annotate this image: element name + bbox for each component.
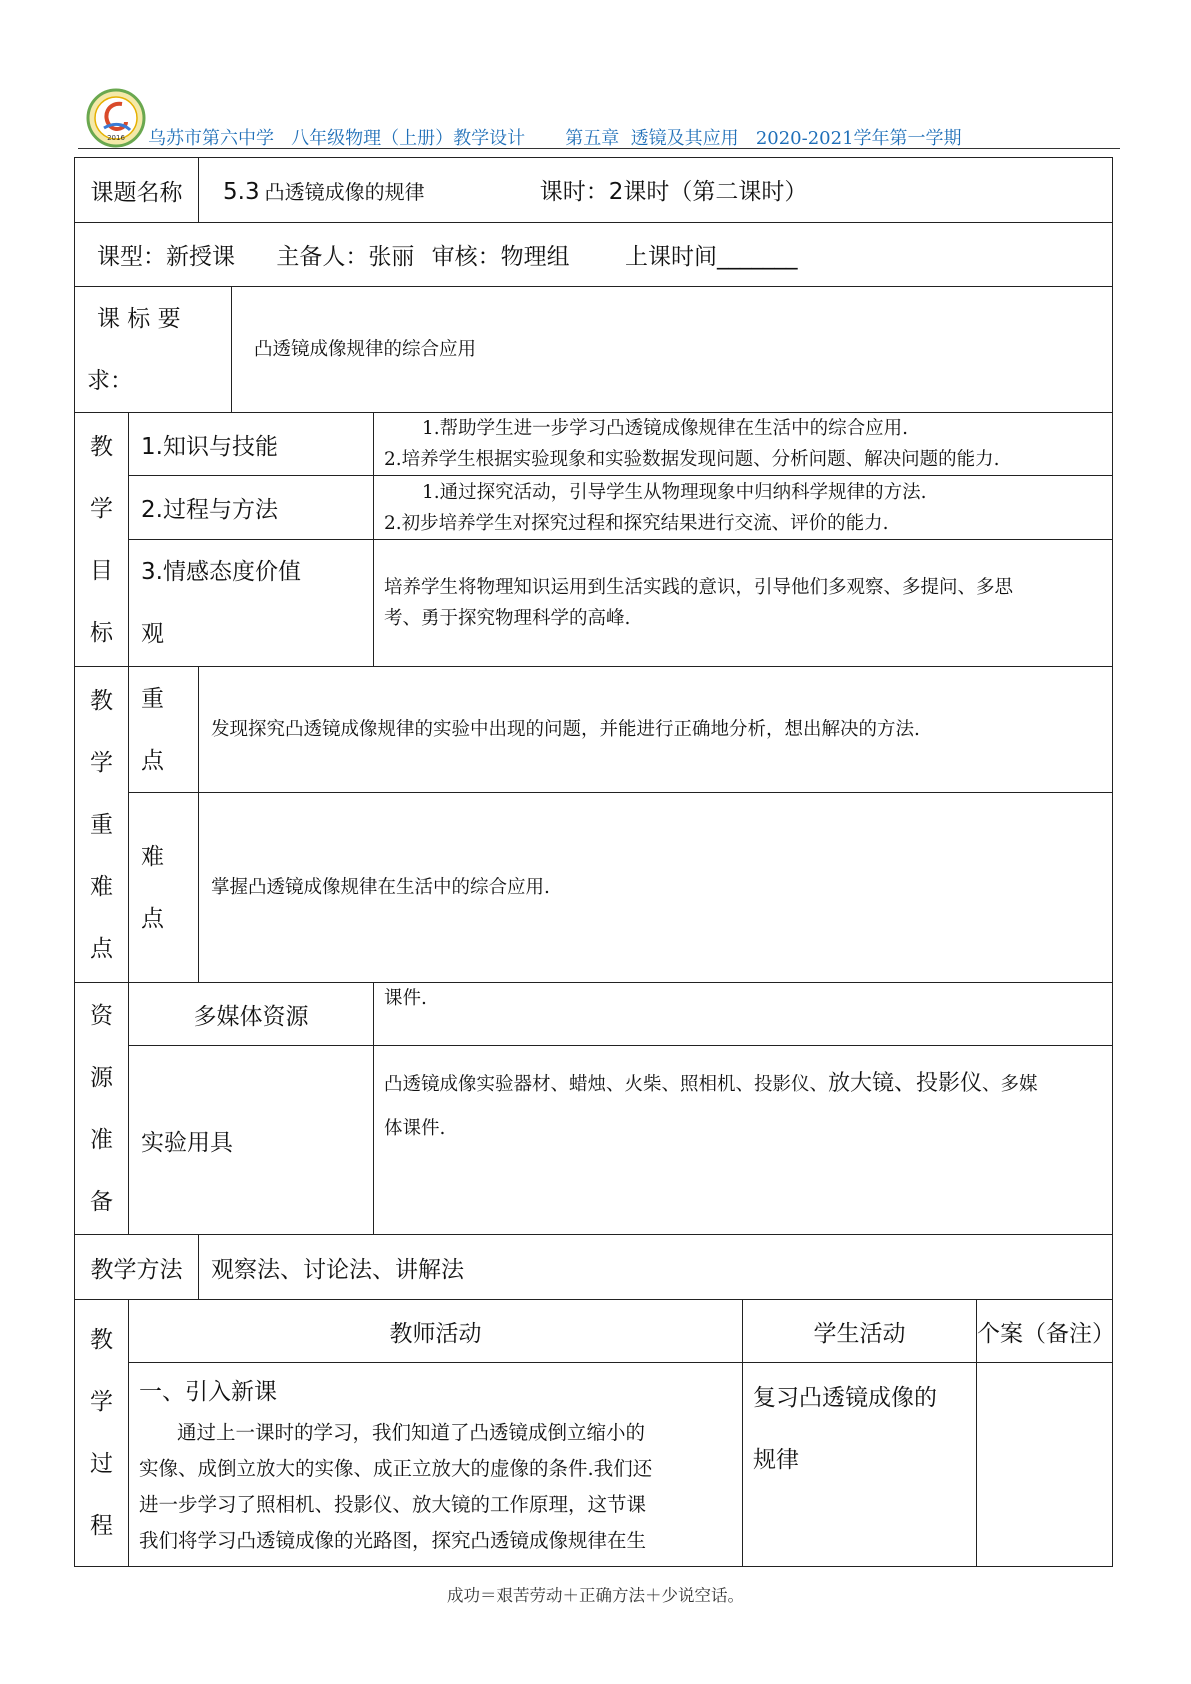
svg-text:2016: 2016 xyxy=(107,134,125,142)
difficulty-content: 掌握凸透镜成像规律在生活中的综合应用. xyxy=(199,793,1113,983)
standard-label: 课 标 要 求： xyxy=(75,287,232,413)
media-content: 课件. xyxy=(374,983,1113,1046)
teacher-activity-header: 教师活动 xyxy=(129,1300,743,1363)
course-type: 课型：新授课 xyxy=(97,244,235,270)
focus-label: 重 点 xyxy=(129,667,199,793)
topic-title: 凸透镜成像的规律 xyxy=(264,179,425,204)
period-info: 课时：2课时（第二课时） xyxy=(539,178,808,205)
focus-content: 发现探究凸透镜成像规律的实验中出现的问题，并能进行正确地分析，想出解决的方法. xyxy=(199,667,1113,793)
objective-knowledge-content: 1.帮助学生进一步学习凸透镜成像规律在生活中的综合应用. 2.培养学生根据实验现象和实验数据发现问题、分析问题、解决问题的能力. xyxy=(374,413,1113,476)
lesson-plan-table xyxy=(74,157,1113,1567)
media-label: 多媒体资源 xyxy=(129,983,374,1046)
resources-side-label: 资 源 准 备 xyxy=(75,983,129,1235)
header-title: 乌苏市第六中学 八年级物理（上册）教学设计 第五章 透镜及其应用 2020-2021学年第一学期 xyxy=(148,128,962,149)
process-side-label: 教 学 过 程 xyxy=(75,1300,129,1567)
topic-label: 课题名称 xyxy=(75,158,199,223)
header-divider xyxy=(78,148,1120,149)
teacher-activity-content: 一、引入新课 通过上一课时的学习，我们知道了凸透镜成倒立缩小的 实像、成倒立放大的实像、成正立放大的虚像的条件.我们还 进一步学习了照相机、投影仪、放大镜的工作原理，这节课 我们将学习凸透镜成像的光路图，探究凸透镜成像规律在生 xyxy=(129,1363,743,1567)
course-info-row xyxy=(75,223,1113,287)
tools-label: 实验用具 xyxy=(129,1046,374,1235)
school-logo xyxy=(86,88,146,148)
page-footer-motto: 成功＝艰苦劳动＋正确方法＋少说空话。 xyxy=(447,1586,744,1605)
reviewer: 审核：物理组 xyxy=(431,244,570,270)
objective-knowledge-label: 1.知识与技能 xyxy=(129,413,374,476)
class-time: 上课时间_______ xyxy=(624,244,798,270)
notes-header: 个案（备注） xyxy=(977,1300,1113,1363)
method-label: 教学方法 xyxy=(75,1235,199,1300)
student-activity-header: 学生活动 xyxy=(743,1300,977,1363)
student-activity-content: 复习凸透镜成像的 规律 xyxy=(743,1363,977,1567)
topic-row xyxy=(199,158,1113,223)
objective-emotion-label: 3.情感态度价值 观 xyxy=(129,540,374,667)
preparer: 主备人：张丽 xyxy=(276,244,415,270)
topic-number: 5.3 xyxy=(223,178,260,205)
difficulty-label: 难 点 xyxy=(129,793,199,983)
objective-emotion-content: 培养学生将物理知识运用到生活实践的意识，引导他们多观察、多提问、多思 考、勇于探究物理科学的高峰. xyxy=(374,540,1113,667)
standard-content: 凸透镜成像规律的综合应用 xyxy=(232,287,1113,413)
tools-content: 凸透镜成像实验器材、蜡烛、火柴、照相机、投影仪、放大镜、投影仪、多媒 体课件. xyxy=(374,1046,1113,1235)
objective-process-label: 2.过程与方法 xyxy=(129,476,374,540)
objectives-side-label: 教 学 目 标 xyxy=(75,413,129,667)
page-header xyxy=(78,86,1118,150)
keypoints-side-label: 教 学 重 难 点 xyxy=(75,667,129,983)
method-content: 观察法、讨论法、讲解法 xyxy=(199,1235,1113,1300)
notes-content xyxy=(977,1363,1113,1567)
objective-process-content: 1.通过探究活动，引导学生从物理现象中归纳科学规律的方法. 2.初步培养学生对探究过程和探究结果进行交流、评价的能力. xyxy=(374,476,1113,540)
